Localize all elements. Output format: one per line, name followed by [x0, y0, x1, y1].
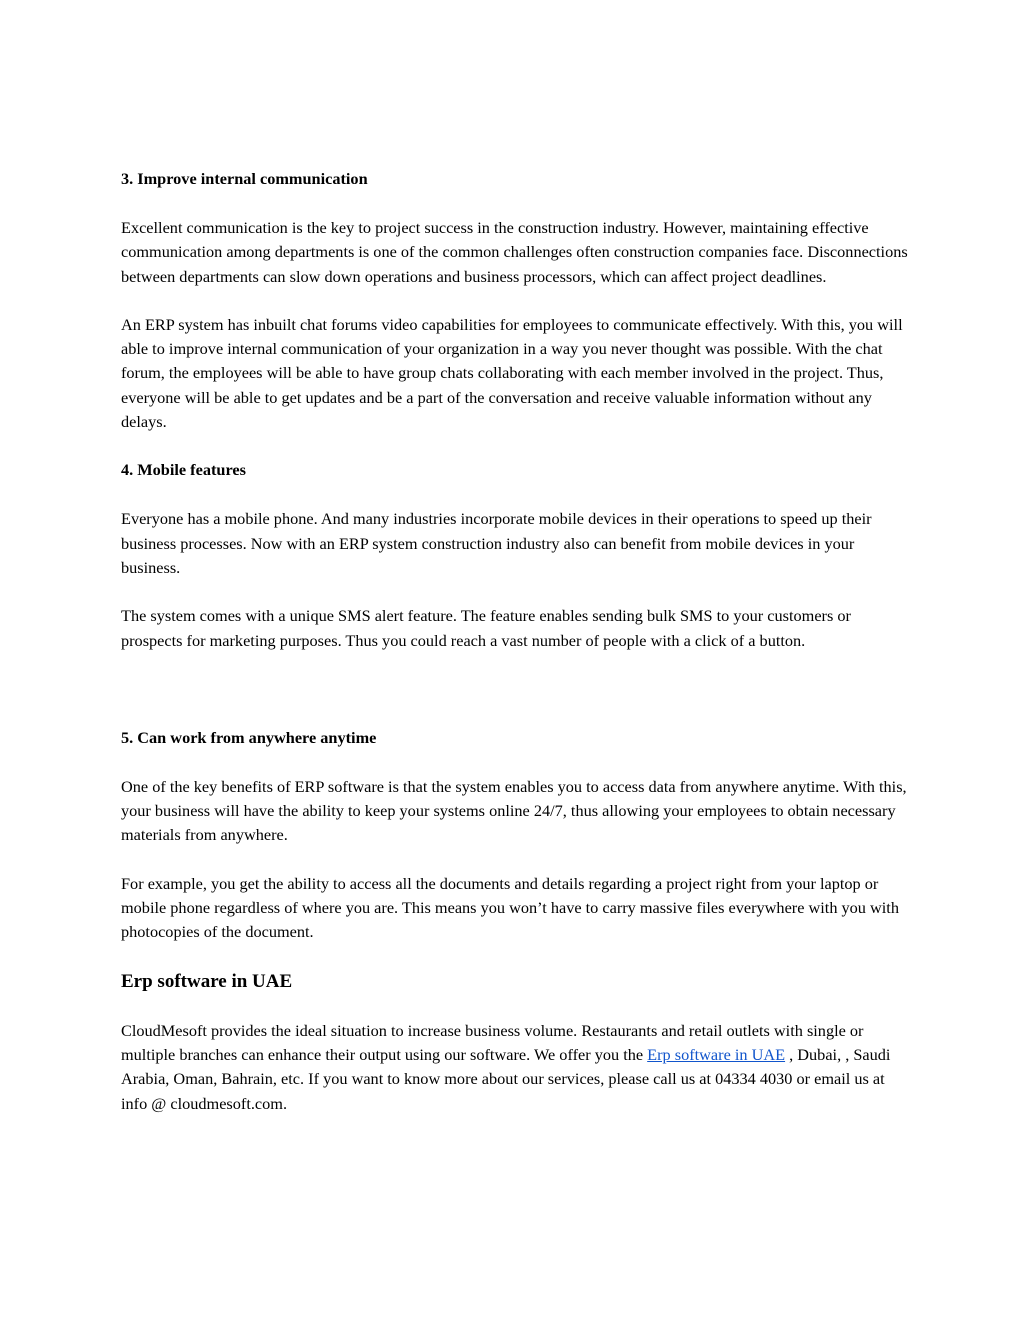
- final-text-before-link: CloudMesoft provides the ideal situation to increase business volume. Restaurants and retail outlets with single or multiple branches can enhance their output using our software. We offer you the: [121, 1020, 864, 1064]
- section-4-paragraph-2: The system comes with a unique SMS alert feature. The feature enables sending bulk SMS to your customers or prospects for marketing purposes. Thus you could reach a vast number of people with a click of a button.: [121, 606, 851, 650]
- section-heading-3: 3. Improve internal communication: [121, 169, 368, 188]
- section-5-paragraph-2: For example, you get the ability to access all the documents and details regarding a project right from your laptop or mobile phone regardless of where you are. This means you won’t have to carry massive files everywhere with you with photocopies of the document.: [121, 873, 899, 942]
- final-text-after-link: , Dubai, , Saudi Arabia, Oman, Bahrain, etc. If you want to know more about our services, please call us at 04334 4030 or email us at info @ cloudmesoft.com.: [121, 1044, 891, 1113]
- erp-software-uae-link[interactable]: Erp software in UAE: [647, 1044, 786, 1064]
- section-5-paragraph-1: One of the key benefits of ERP software is that the system enables you to access data from anywhere anytime. With this, your business will have the ability to keep your systems online 24/7, thus allowing your employees to obtain necessary materials from anywhere.: [121, 776, 907, 845]
- final-paragraph: [121, 1019, 911, 1116]
- section-heading-4: 4. Mobile features: [121, 460, 246, 480]
- section-3-paragraph-1: Excellent communication is the key to project success in the construction industry. However, maintaining effective communication among departments is one of the common challenges often construction companies face. Disconnections between departments can slow down operations and business processors, which can affect project deadlines.: [121, 218, 908, 286]
- section-3-paragraph-2: An ERP system has inbuilt chat forums video capabilities for employees to communicate effectively. With this, you will able to improve internal communication of your organization in a way you never thought was possible. With the chat forum, the employees will be able to have group chats collaborating with each member involved in the project. Thus, everyone will be able to get updates and be a part of the conversation and receive valuable information without any delays.: [121, 314, 903, 432]
- document-page: [121, 167, 911, 1116]
- final-heading: Erp software in UAE: [121, 970, 293, 992]
- section-heading-5: 5. Can work from anywhere anytime: [121, 727, 377, 747]
- section-4-paragraph-1: Everyone has a mobile phone. And many industries incorporate mobile devices in their operations to speed up their business processes. Now with an ERP system construction industry also can benefit from mobile devices in your business.: [121, 509, 872, 577]
